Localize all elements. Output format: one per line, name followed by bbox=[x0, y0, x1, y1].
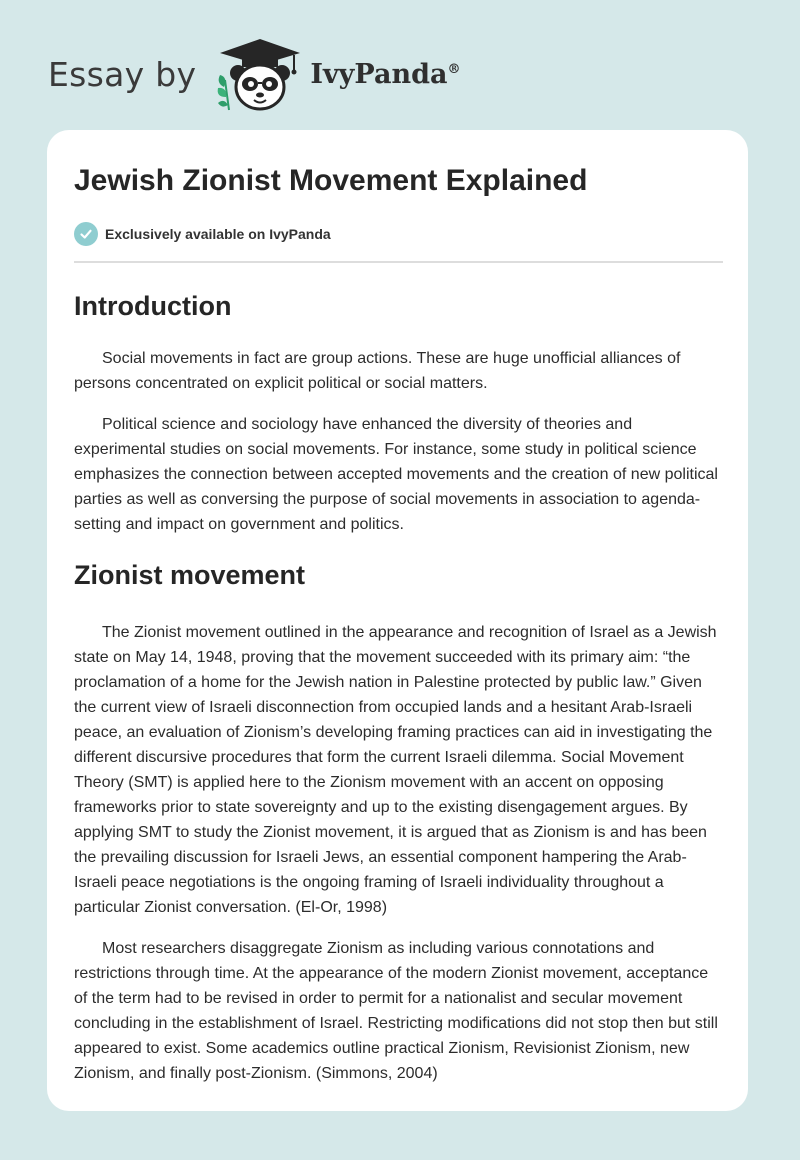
essay-by-label: Essay by bbox=[48, 54, 197, 94]
brand-name[interactable] bbox=[310, 59, 460, 90]
essay-card bbox=[47, 130, 748, 1111]
badge-label: Exclusively available on IvyPanda bbox=[105, 226, 331, 242]
site-header bbox=[48, 34, 460, 114]
page-title: Jewish Zionist Movement Explained bbox=[74, 164, 588, 197]
paragraph: Political science and sociology have enhanced the diversity of theories and experimental studies on social movements. For instance, some study in political science emphasizes the connection between accepted movements and the creation of new political parties as well as conversing the purpose of social movements in association to agenda-setting and impact on government and politics. bbox=[74, 416, 718, 533]
check-icon bbox=[74, 222, 98, 246]
section-heading-zionist-movement: Zionist movement bbox=[74, 560, 306, 590]
divider bbox=[74, 261, 723, 263]
paragraph: The Zionist movement outlined in the appearance and recognition of Israel as a Jewish state on May 14, 1948, proving that the movement succeeded with its primary aim: “the proclamation of a home for the Jewish nation in Palestine protected by public law.” Given the current view of Israeli disconnection from occupied lands and a hesitant Arab-Israeli peace, an evaluation of Zionism’s developing framing practices can aid in investigating the different discursive procedures that form the current Israeli dilemma. Social Movement Theory (SMT) is applied here to the Zionism movement with an accent on opposing frameworks prior to state sovereignty and up to the existing disengagement argues. By applying SMT to study the Zionist movement, it is argued that as Zionism is and has been the prevailing discussion for Israeli Jews, an essential component hampering the Arab-Israeli peace negotiations is the ongoing framing of Israeli individuality throughout a particular Zionist conversation. (El-Or, 1998) bbox=[74, 624, 717, 916]
exclusive-badge bbox=[74, 222, 331, 246]
registered-mark: ® bbox=[447, 61, 461, 77]
brand-text[interactable]: IvyPanda bbox=[310, 58, 448, 90]
section-heading-introduction: Introduction bbox=[74, 291, 232, 321]
paragraph: Most researchers disaggregate Zionism as including various connotations and restrictions through time. At the appearance of the modern Zionist movement, acceptance of the term had to be revised in order to permit for a nationalist and secular movement concluding in the establishment of Israel. Restricting modifications did not stop then but still appeared to exist. Some academics outline practical Zionism, Revisionist Zionism, new Zionism, and finally post-Zionism. (Simmons, 2004) bbox=[74, 940, 718, 1082]
panda-logo-icon[interactable] bbox=[214, 35, 306, 113]
paragraph: Social movements in fact are group actions. These are huge unofficial alliances of persons concentrated on explicit political or social matters. bbox=[74, 350, 681, 392]
essay-body bbox=[74, 278, 723, 1086]
